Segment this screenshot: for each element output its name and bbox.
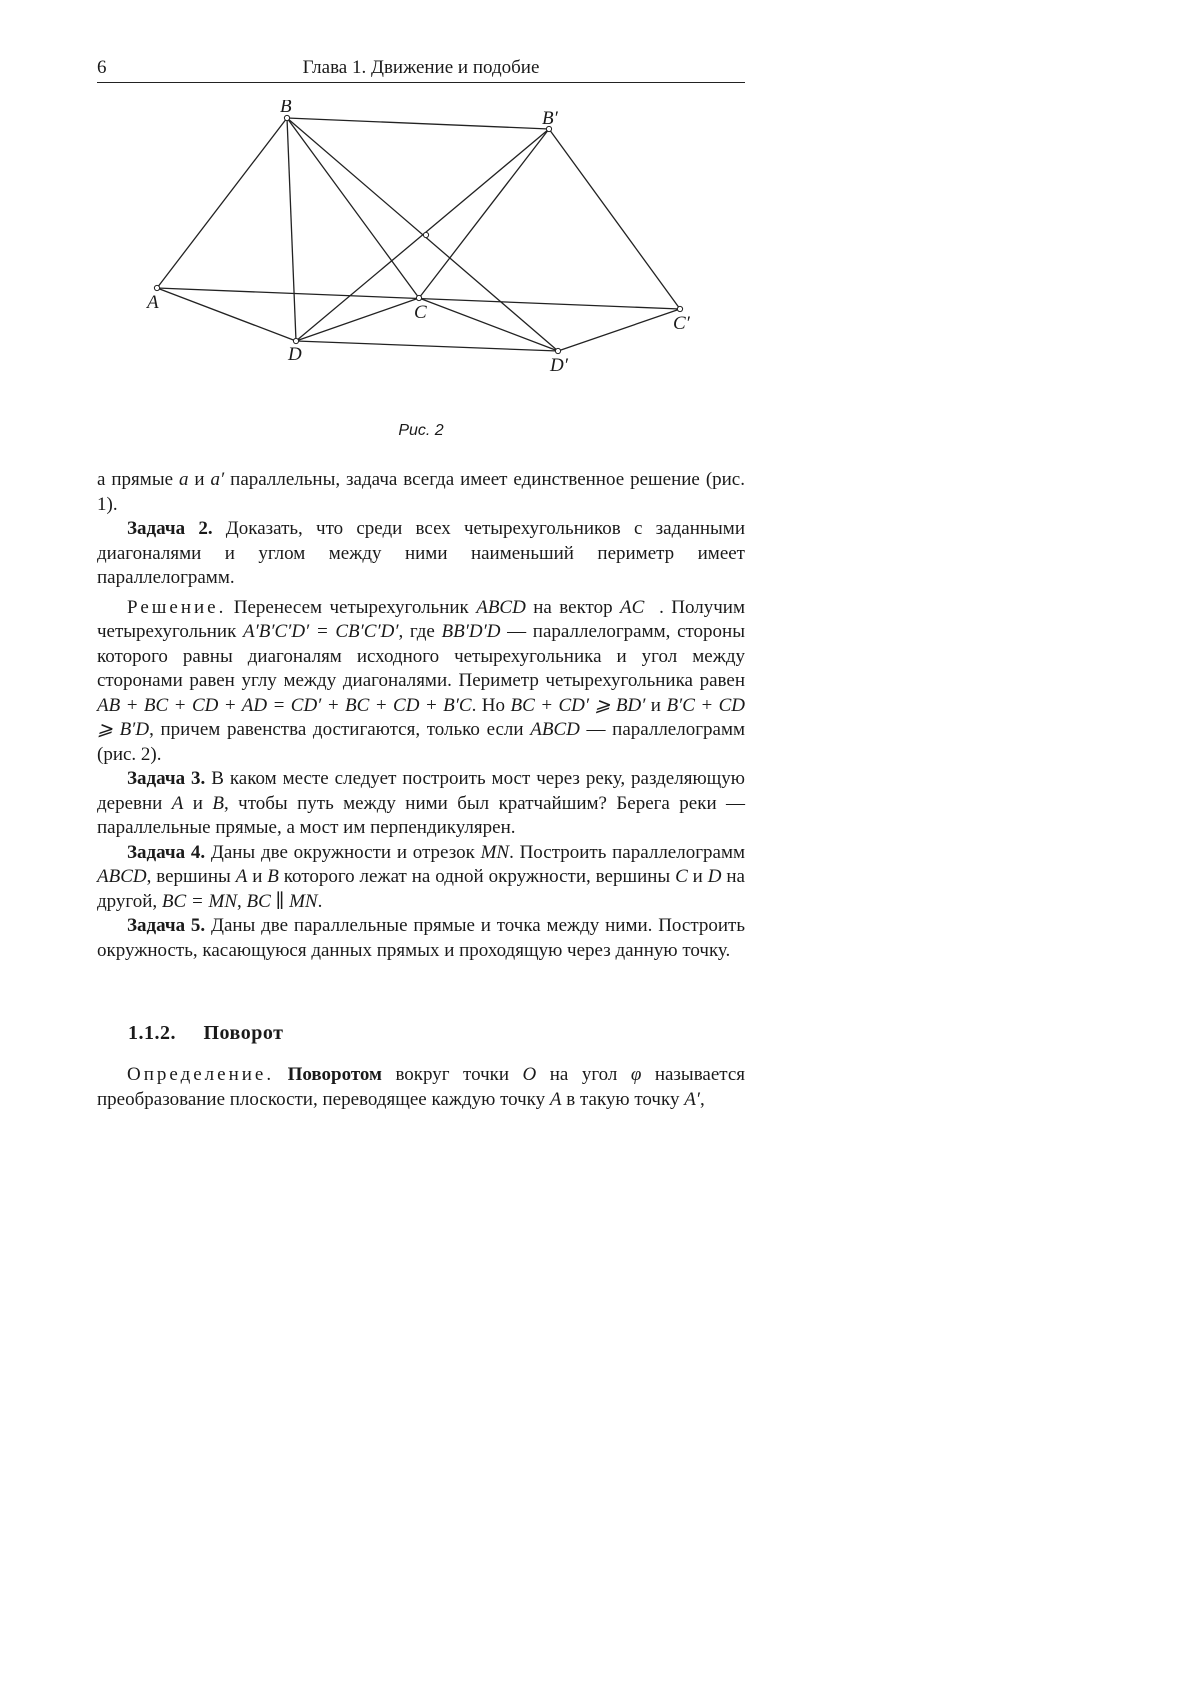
- text-run: a′: [211, 469, 225, 490]
- text-run: Задача 2.: [127, 518, 213, 539]
- text-run: Поворотом: [288, 1064, 382, 1085]
- figure-2: [97, 100, 745, 450]
- text-run: B: [267, 866, 279, 887]
- paragraph-task-5: [97, 914, 745, 963]
- text-run: — параллелограмм, стороны которого равны диагоналям исходного четырехугольника и угол между сторонами равен углу между диагоналями. Периметр четырехугольника равен: [97, 621, 745, 691]
- point-intersection: [423, 232, 428, 237]
- chapter-title: Глава 1. Движение и подобие: [97, 56, 745, 80]
- text-run: A: [236, 866, 248, 887]
- text-run: ABCD: [530, 719, 580, 740]
- point-D: [293, 338, 298, 343]
- segment-DA: [157, 288, 296, 341]
- label-D1: D′: [549, 355, 569, 376]
- text-run: [274, 1064, 287, 1085]
- figure-caption: Рис. 2: [97, 422, 745, 440]
- segment-BB1: [287, 118, 549, 129]
- text-run: ABCD: [476, 597, 526, 618]
- text-run: B′C + CD ⩾ B′D: [97, 695, 745, 741]
- label-B: B: [280, 100, 292, 117]
- paragraph-solution: [97, 596, 745, 768]
- section-title: Поворот: [204, 1022, 284, 1044]
- text-run: A: [550, 1089, 562, 1110]
- segment-B1C1: [549, 129, 680, 309]
- text-run: . Но: [472, 695, 511, 716]
- segment-BC: [287, 118, 419, 298]
- text-run: Перенесем четырехугольник: [226, 597, 476, 618]
- text-run: — параллелограмм (рис. 2).: [97, 719, 745, 765]
- label-D: D: [287, 344, 302, 365]
- text-run: , чтобы путь между ними был кратчайшим? Берега реки — параллельные прямые, а мост им перпендикулярен.: [97, 793, 745, 839]
- label-A: A: [145, 292, 159, 313]
- text-run: и: [188, 469, 210, 490]
- section-heading: [128, 1022, 283, 1045]
- text-run: B: [212, 793, 224, 814]
- point-C: [416, 295, 421, 300]
- text-run: называется преобразование плоскости, переводящее каждую точку: [97, 1064, 745, 1110]
- segment-CD: [296, 298, 419, 341]
- text-run: BB′D′D: [442, 621, 501, 642]
- text-run: O: [523, 1064, 537, 1085]
- text-run: BC = MN: [162, 891, 237, 912]
- text-run: Даны две окружности и отрезок: [205, 842, 480, 863]
- text-run: в такую точку: [562, 1089, 685, 1110]
- segment-BD: [287, 118, 296, 341]
- text-run: и: [183, 793, 212, 814]
- paragraph-task-3: [97, 767, 745, 841]
- text-run: на другой,: [97, 866, 745, 912]
- text-run: , где: [398, 621, 441, 642]
- paragraph-task-4: [97, 841, 745, 915]
- running-head: [97, 52, 745, 83]
- text-run: ABCD: [97, 866, 147, 887]
- page: [0, 0, 1200, 1698]
- text-run: В каком месте следует построить мост через реку, разделяющую деревни: [97, 768, 745, 814]
- text-run: на угол: [536, 1064, 631, 1085]
- paragraph-task-2: [97, 517, 745, 591]
- text-run: на вектор: [526, 597, 620, 618]
- paragraph-definition: [97, 1063, 745, 1112]
- label-B1: B′: [542, 108, 559, 129]
- text-run: A: [172, 793, 184, 814]
- point-D1: [555, 348, 560, 353]
- paragraph-continuation: [97, 468, 745, 517]
- segment-B1C: [419, 129, 549, 298]
- text-run: параллельны, задача всегда имеет единственное решение (рис. 1).: [97, 469, 745, 515]
- text-run: , причем равенства достигаются, только если: [149, 719, 530, 740]
- text-run: A′B′C′D′ = CB′C′D′: [243, 621, 399, 642]
- text-run: ,: [237, 891, 247, 912]
- text-run: D: [708, 866, 722, 887]
- text-run: C: [675, 866, 688, 887]
- text-run: Задача 5.: [127, 915, 205, 936]
- label-C: C: [414, 302, 427, 323]
- point-A: [154, 285, 159, 290]
- definition-text: [97, 1063, 745, 1112]
- text-run: ,: [700, 1089, 705, 1110]
- page-number: 6: [97, 56, 107, 80]
- text-run: и: [645, 695, 666, 716]
- point-C1: [677, 306, 682, 311]
- text-run: которого лежат на одной окружности, вершины: [279, 866, 675, 887]
- segment-D1D: [296, 341, 558, 351]
- text-run: Задача 4.: [127, 842, 205, 863]
- text-run: MN: [481, 842, 510, 863]
- text-run: и: [247, 866, 267, 887]
- text-run: AB + BC + CD + AD = CD′ + BC + CD + B′C: [97, 695, 472, 716]
- text-run: . Построить параллелограмм: [509, 842, 745, 863]
- text-run: BC ∥ MN: [247, 891, 318, 912]
- text-run: φ: [631, 1064, 642, 1085]
- text-run: A′: [684, 1089, 700, 1110]
- segment-C1D1: [558, 309, 680, 351]
- text-run: Задача 3.: [127, 768, 205, 789]
- text-run: , вершины: [147, 866, 236, 887]
- segment-AB: [157, 118, 287, 288]
- body-text: [97, 468, 745, 963]
- text-run: AC⃗: [620, 597, 659, 618]
- section-number: 1.1.2.: [128, 1022, 176, 1044]
- text-run: a: [179, 469, 189, 490]
- text-run: Определение.: [127, 1064, 274, 1085]
- text-run: Решение.: [127, 597, 226, 618]
- text-run: вокруг точки: [382, 1064, 523, 1085]
- text-run: Доказать, что среди всех четырехугольников с заданными диагоналями и углом между ними наименьший периметр имеет параллелограмм.: [97, 518, 745, 588]
- label-C1: C′: [673, 313, 691, 334]
- text-run: .: [318, 891, 323, 912]
- text-run: и: [688, 866, 708, 887]
- text-run: . Получим четырехугольник: [97, 597, 745, 643]
- text-run: а прямые: [97, 469, 179, 490]
- figure-2-drawing: [97, 100, 745, 430]
- text-run: BC + CD′ ⩾ BD′: [510, 695, 645, 716]
- text-run: Даны две параллельные прямые и точка между ними. Построить окружность, касающуюся данных прямых и проходящую через данную точку.: [97, 915, 745, 961]
- segment-CD1: [419, 298, 558, 351]
